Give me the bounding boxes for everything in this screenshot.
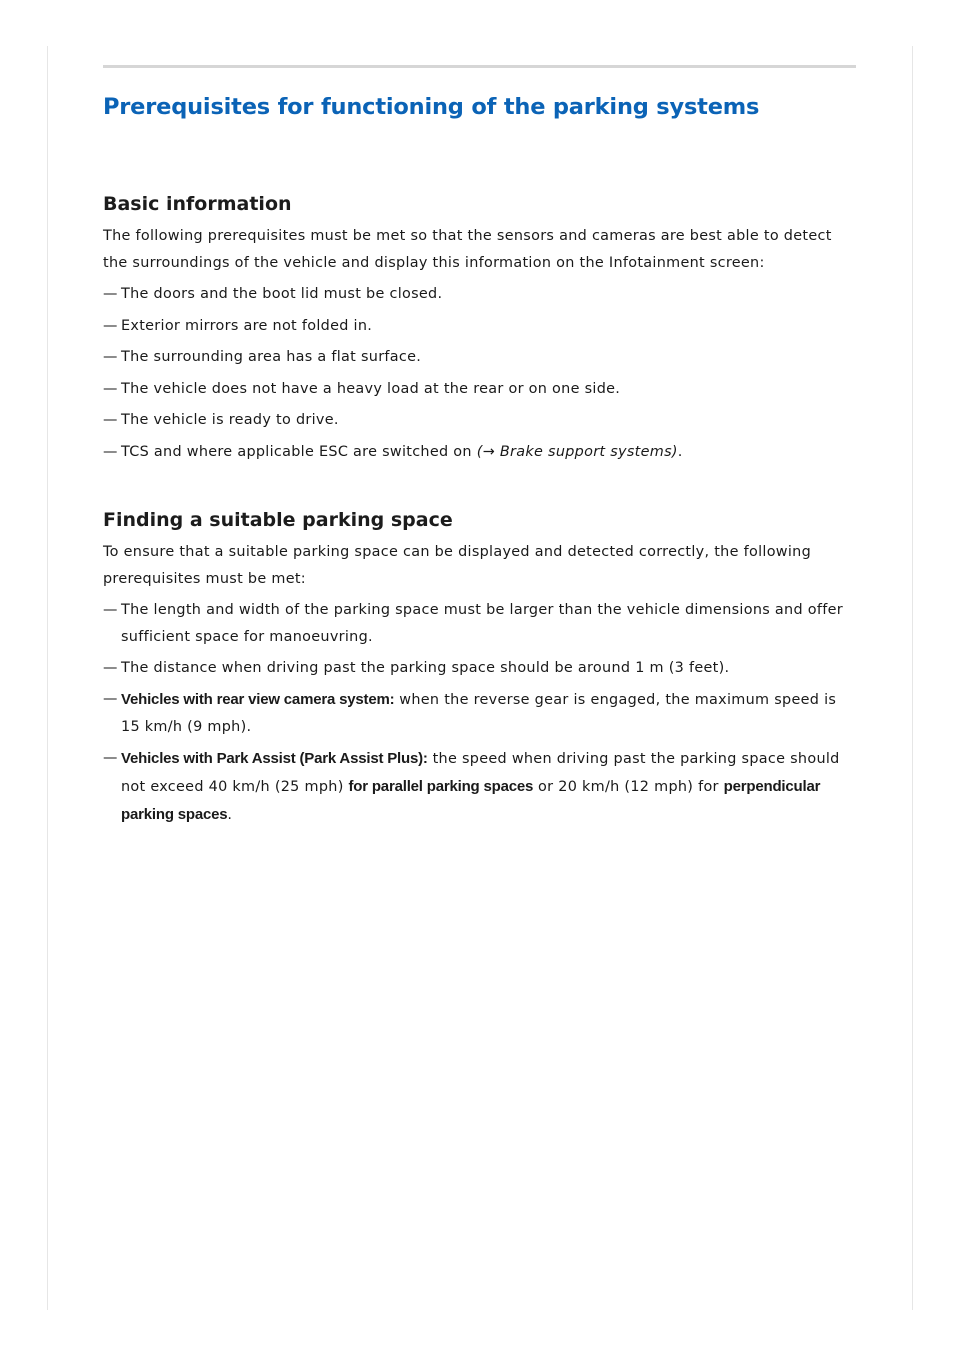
list-item: — Exterior mirrors are not folded in. bbox=[103, 313, 859, 340]
dash-glyph: — bbox=[103, 659, 118, 676]
basic-information-section bbox=[103, 189, 859, 466]
list-item: — The surrounding area has a flat surface. bbox=[103, 344, 859, 371]
dash-glyph: — bbox=[103, 286, 118, 302]
parking-space-section bbox=[103, 505, 859, 829]
dash-glyph: — bbox=[103, 317, 118, 334]
list-item: — The distance when driving past the parking space should be around 1 m (3 feet). bbox=[103, 655, 859, 682]
dash-glyph: — bbox=[103, 443, 118, 460]
top-rule bbox=[103, 65, 856, 68]
brake-support-systems-link[interactable]: (→ Brake support systems) bbox=[476, 443, 678, 460]
dash-glyph: — bbox=[103, 690, 118, 707]
bold-label: Vehicles with Park Assist (Park Assist Plus): bbox=[121, 749, 428, 767]
list-item: — Vehicles with rear view camera system: when the reverse gear is engaged, the maximum speed is 15 km/h (9 mph). bbox=[103, 686, 859, 741]
left-margin-line bbox=[47, 46, 48, 1310]
list-item: — The vehicle is ready to drive. bbox=[103, 407, 859, 434]
parking-space-intro: To ensure that a suitable parking space can be displayed and detected correctly, the following prerequisites must be met: bbox=[103, 543, 812, 587]
basic-information-heading: Basic information bbox=[103, 193, 292, 215]
dash-glyph: — bbox=[103, 749, 118, 766]
bold-term: perpendicular parking spaces bbox=[121, 777, 821, 823]
bold-term: for parallel parking spaces bbox=[348, 777, 534, 795]
list-item: — TCS and where applicable ESC are switched on (→ Brake support systems). bbox=[103, 439, 859, 466]
list-item: — The length and width of the parking space must be larger than the vehicle dimensions and offer sufficient space for manoeuvring. bbox=[103, 597, 859, 651]
parking-requirements-list bbox=[103, 597, 859, 829]
list-item: — Vehicles with Park Assist (Park Assist Plus): the speed when driving past the parking space should not exceed 40 km/h (25 mph) for parallel parking spaces or 20 km/h (12 mph) for perpendicular parking spaces. bbox=[103, 745, 859, 829]
page-content bbox=[103, 88, 859, 833]
page-title: Prerequisites for functioning of the parking systems bbox=[103, 94, 760, 120]
dash-glyph: — bbox=[103, 601, 118, 618]
basic-information-intro: The following prerequisites must be met so that the sensors and cameras are best able to detect the surroundings of the vehicle and display this information on the Infotainment screen: bbox=[103, 228, 832, 271]
list-item: — The vehicle does not have a heavy load at the rear or on one side. bbox=[103, 376, 859, 403]
dash-glyph: — bbox=[103, 380, 118, 397]
parking-space-heading: Finding a suitable parking space bbox=[103, 508, 453, 531]
basic-requirements-list bbox=[103, 281, 859, 466]
dash-glyph: — bbox=[103, 349, 118, 365]
dash-glyph: — bbox=[103, 412, 118, 428]
bold-label: Vehicles with rear view camera system: bbox=[121, 690, 395, 708]
right-margin-line bbox=[912, 46, 913, 1310]
list-item: — The doors and the boot lid must be closed. bbox=[103, 281, 859, 308]
